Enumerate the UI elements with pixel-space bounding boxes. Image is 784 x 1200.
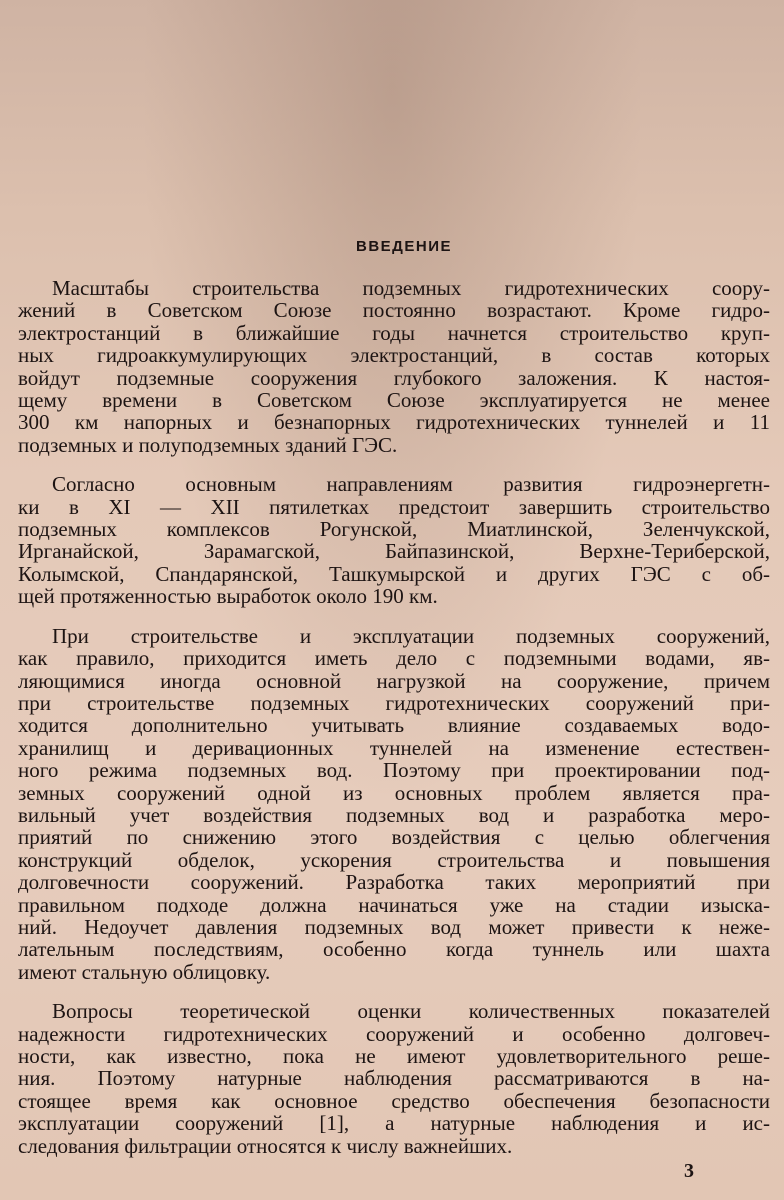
paragraph-line: следования фильтрации относятся к числу важнейших. — [18, 1133, 513, 1158]
paragraph-line: Колымской, Спандарянской, Ташкумырской и других ГЭС с об- — [18, 561, 770, 586]
paragraph-line: ки в XI — XII пятилетках предстоит завершить строительство — [18, 494, 770, 519]
paragraph-line: ности, как известно, пока не имеют удовлетворительного реше- — [18, 1044, 770, 1068]
paragraph-line: электростанций в ближайшие годы начнется строительство круп- — [18, 320, 770, 345]
paragraph-line: лательным последствиям, особенно когда туннель или шахта — [18, 937, 770, 962]
paragraph-line: Масштабы строительства подземных гидротехнических соору- — [52, 276, 770, 300]
paragraph-line: ляющимися иногда основной нагрузкой на сооружение, причем — [18, 668, 770, 693]
paragraph-line: войдут подземные сооружения глубокого заложения. К настоя- — [18, 365, 770, 390]
paragraph-2 — [18, 473, 770, 607]
paragraph-1 — [18, 277, 770, 456]
paragraph-line: стоящее время как основное средство обеспечения безопасности — [18, 1088, 770, 1113]
paragraph-line: при строительстве подземных гидротехнических сооружений при- — [18, 690, 770, 715]
paragraph-line: правильном подходе должна начинаться уже на стадии изыска- — [18, 892, 770, 917]
page-text — [18, 238, 770, 1174]
paragraph-line: вильный учет воздействия подземных вод и разработка меро- — [18, 802, 770, 827]
paragraph-line: долговечности сооружений. Разработка таких мероприятий при — [18, 870, 770, 895]
paragraph-line: эксплуатации сооружений [1], а натурные наблюдения и ис- — [18, 1111, 770, 1136]
paragraph-3 — [18, 625, 770, 984]
paragraph-line: приятий по снижению этого воздействия с целью облегчения — [18, 825, 770, 850]
paragraph-line: надежности гидротехнических сооружений и особенно долговеч- — [18, 1021, 770, 1046]
paragraph-line: подземных и полуподземных зданий ГЭС. — [18, 432, 398, 457]
paragraph-line: имеют стальную облицовку. — [18, 959, 271, 984]
paragraph-line: щей протяженностью выработок около 190 км. — [18, 584, 438, 609]
paragraph-4 — [18, 1000, 770, 1157]
page-number: 3 — [684, 1160, 694, 1182]
paragraph-line: Ирганайской, Зарамагской, Байпазинской, Верхне-Териберской, — [18, 539, 770, 564]
paragraph-line: ных гидроаккумулирующих электростанций, в состав которых — [18, 343, 770, 368]
paragraph-line: ного режима подземных вод. Поэтому при проектировании под- — [18, 758, 770, 783]
paragraph-line: земных сооружений одной из основных проблем является пра- — [18, 780, 770, 805]
paragraph-line: как правило, приходится иметь дело с подземными водами, яв- — [18, 646, 770, 671]
paragraph-line: ния. Поэтому натурные наблюдения рассматриваются в на- — [18, 1066, 770, 1091]
paragraph-line: 300 км напорных и безнапорных гидротехнических туннелей и 11 — [18, 410, 770, 435]
paragraph-line: подземных комплексов Рогунской, Миатлинской, Зеленчукской, — [18, 517, 770, 542]
paragraph-line: При строительстве и эксплуатации подземных сооружений, — [52, 623, 770, 648]
paragraph-line: щему времени в Советском Союзе эксплуатируется не менее — [18, 388, 770, 413]
paragraph-line: Согласно основным направлениям развития гидроэнергетн- — [52, 472, 770, 497]
paragraph-line: конструкций обделок, ускорения строительства и повышения — [18, 847, 770, 872]
paragraph-line: хранилищ и деривационных туннелей на изменение естествен- — [18, 735, 770, 760]
paragraph-line: Вопросы теоретической оценки количественных показателей — [52, 999, 770, 1024]
paragraph-line: ний. Недоучет давления подземных вод может привести к неже- — [18, 914, 770, 939]
section-title: ВВЕДЕНИЕ — [356, 238, 452, 255]
paragraph-line: ходится дополнительно учитывать влияние создаваемых водо- — [18, 713, 770, 738]
paragraph-line: жений в Советском Союзе постоянно возрастают. Кроме гидро- — [18, 298, 770, 323]
